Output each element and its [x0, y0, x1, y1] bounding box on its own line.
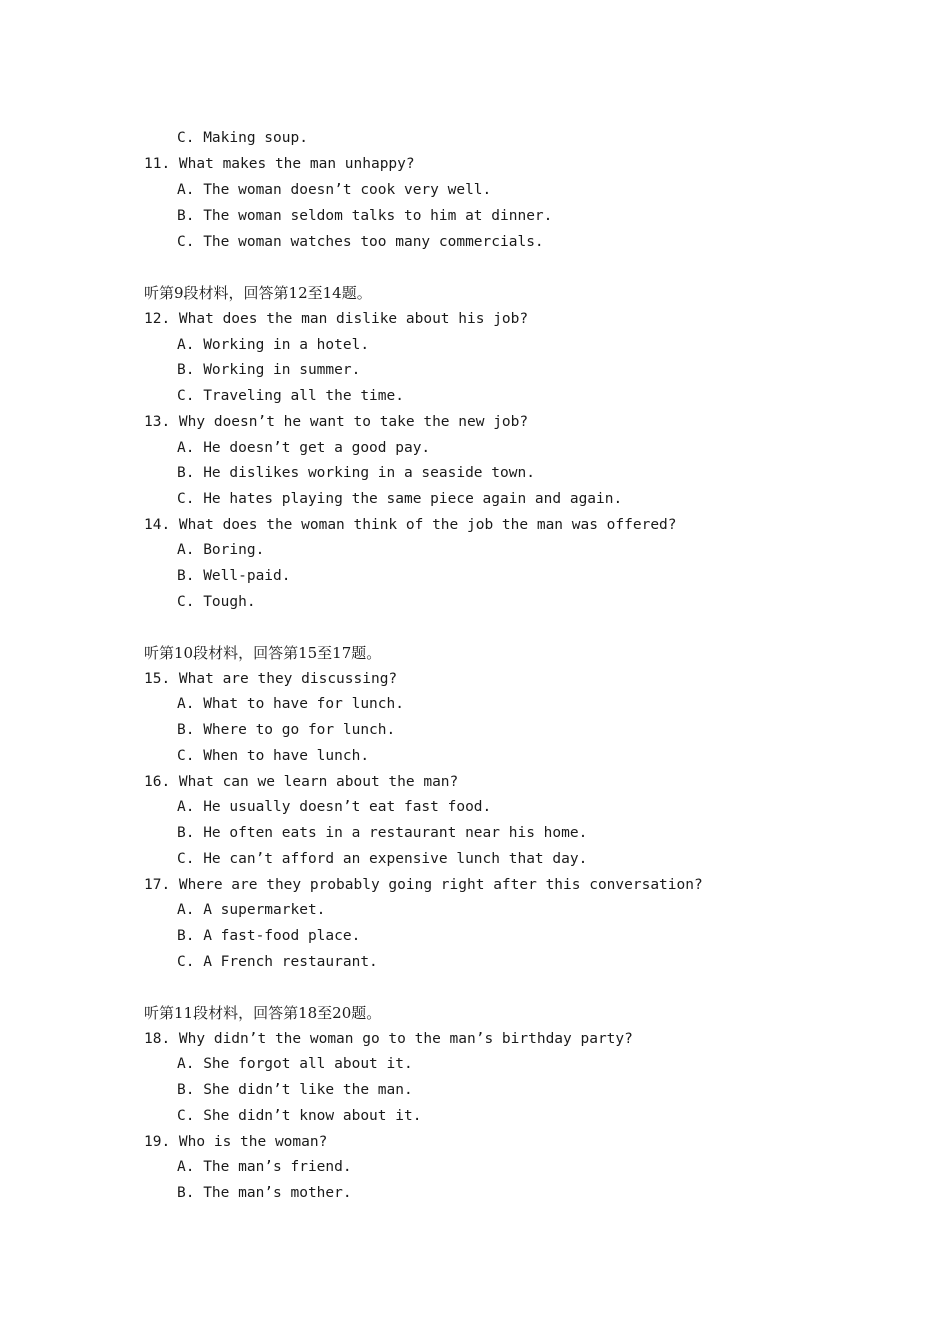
answer-option: B. She didn’t like the man. [177, 1082, 413, 1098]
answer-option: C. Making soup. [177, 130, 308, 146]
answer-option: A. What to have for lunch. [177, 696, 404, 712]
section-heading: 听第11段材料，回答第18至20题。 [144, 1004, 382, 1022]
question: 11. What makes the man unhappy? [144, 156, 415, 172]
question: 14. What does the woman think of the job the man was offered? [144, 517, 677, 533]
question: 19. Who is the woman? [144, 1134, 328, 1150]
answer-option: B. A fast-food place. [177, 928, 361, 944]
answer-option: C. A French restaurant. [177, 954, 378, 970]
answer-option: A. Boring. [177, 542, 265, 558]
answer-option: C. He can’t afford an expensive lunch that day. [177, 851, 588, 867]
answer-option: A. The man’s friend. [177, 1159, 352, 1175]
question: 13. Why doesn’t he want to take the new job? [144, 414, 529, 430]
answer-option: C. Traveling all the time. [177, 388, 404, 404]
answer-option: C. She didn’t know about it. [177, 1108, 422, 1124]
question: 12. What does the man dislike about his job? [144, 311, 529, 327]
answer-option: B. Well-paid. [177, 568, 291, 584]
answer-option: A. The woman doesn’t cook very well. [177, 182, 492, 198]
answer-option: A. He doesn’t get a good pay. [177, 440, 431, 456]
question: 18. Why didn’t the woman go to the man’s birthday party? [144, 1031, 633, 1047]
answer-option: B. The man’s mother. [177, 1185, 352, 1201]
section-heading: 听第9段材料，回答第12至14题。 [144, 284, 372, 302]
answer-option: C. He hates playing the same piece again and again. [177, 491, 623, 507]
answer-option: B. Working in summer. [177, 362, 361, 378]
question: 15. What are they discussing? [144, 671, 398, 687]
answer-option: C. The woman watches too many commercials. [177, 234, 544, 250]
answer-option: A. She forgot all about it. [177, 1056, 413, 1072]
question: 17. Where are they probably going right after this conversation? [144, 877, 703, 893]
answer-option: C. Tough. [177, 594, 256, 610]
answer-option: A. A supermarket. [177, 902, 326, 918]
answer-option: A. He usually doesn’t eat fast food. [177, 799, 492, 815]
answer-option: A. Working in a hotel. [177, 337, 370, 353]
answer-option: B. He often eats in a restaurant near his home. [177, 825, 588, 841]
answer-option: C. When to have lunch. [177, 748, 370, 764]
question: 16. What can we learn about the man? [144, 774, 459, 790]
section-heading: 听第10段材料，回答第15至17题。 [144, 644, 382, 662]
answer-option: B. The woman seldom talks to him at dinner. [177, 208, 553, 224]
answer-option: B. Where to go for lunch. [177, 722, 396, 738]
answer-option: B. He dislikes working in a seaside town. [177, 465, 535, 481]
